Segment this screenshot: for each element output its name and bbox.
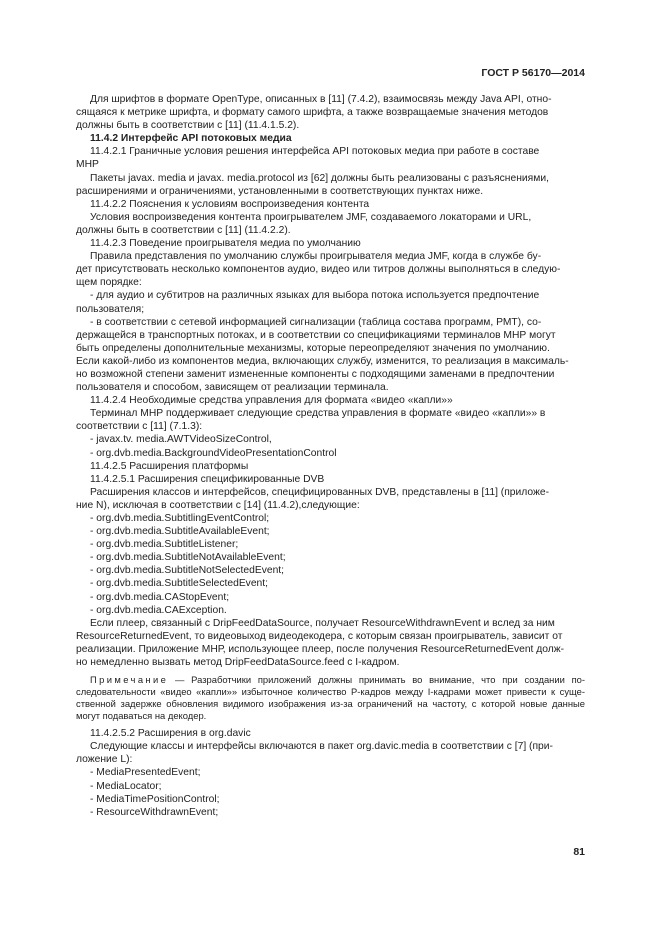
text-line: пользователя; [76, 303, 145, 315]
text-line: Расширения классов и интерфейсов, специфицированных DVB, представлены в [11] (приложе- [90, 486, 550, 498]
text-block-main [76, 93, 585, 669]
document-header: ГОСТ Р 56170—2014 [481, 67, 585, 79]
text-line: - org.dvb.media.SubtitleListener; [90, 539, 239, 551]
text-line: соответствии с [11] (7.1.3): [76, 421, 203, 433]
document-body [76, 93, 585, 819]
text-line: 11.4.2.1 Граничные условия решения интерфейса API потоковых медиа при работе в составе [90, 146, 540, 158]
text-line: - MediaPresentedEvent; [90, 767, 201, 779]
text-block-tail [76, 727, 585, 819]
text-line: - org.dvb.media.SubtitlingEventControl; [90, 513, 270, 524]
text-line: 11.4.2.3 Поведение проигрывателя медиа по умолчанию [90, 238, 361, 250]
text-line: должны быть в соответствии с [11] (11.4.1.5.2). [76, 120, 300, 132]
text-line: 11.4.2.5.1 Расширения спецификированные DVB [90, 473, 325, 485]
text-line: расширениями и ограничениями, установленными в соответствующих пунктах ниже. [76, 185, 484, 197]
text-line: - javax.tv. media.AWTVideoSizeControl, [90, 434, 272, 446]
text-line: Для шрифтов в формате OpenType, описанных в [11] (7.4.2), взаимосвязь между Java API, отно- [90, 94, 552, 105]
text-line: - для аудио и субтитров на различных языках для выбора потока используется предпочтение [90, 290, 540, 302]
text-line: Если плеер, связанный с DripFeedDataSource, получает ResourceWithdrawnEvent и вслед за ним [90, 617, 555, 629]
text-line: - org.dvb.media.SubtitleSelectedEvent; [90, 578, 269, 590]
text-line: - org.dvb.media.CAStopEvent; [90, 591, 230, 603]
text-line: Следующие классы и интерфейсы включаются в пакет org.davic.media в соответствии с [7] (при- [90, 741, 553, 753]
text-line: - org.dvb.media.SubtitleNotAvailableEvent; [90, 552, 286, 564]
text-line: 11.4.2 Интерфейс API потоковых медиа [90, 133, 292, 145]
text-line: Пакеты javax. media и javax. media.protocol из [62] должны быть реализованы с разъяснениями, [90, 172, 549, 184]
text-line: сящаяся к метрике шрифта, и формату самого шрифта, а также возвращаемые значения методов [76, 107, 549, 119]
text-line: - org.dvb.media.SubtitleNotSelectedEvent; [90, 565, 285, 577]
text-line: держащейся в транспортных потоках, и в соответствии со спецификациями терминалов МНР могут [76, 329, 556, 341]
text-line: ние N), исключая в соответствии с [14] (11.4.2),следующие: [76, 499, 360, 511]
text-line: - MediaLocator; [90, 780, 162, 792]
text-line: но немедленно вызвать метод DripFeedDataSource.feed с I-кадром. [76, 657, 400, 669]
text-line: - org.dvb.media.SubtitleAvailableEvent; [90, 526, 270, 538]
text-line: - ResourceWithdrawnEvent; [90, 806, 219, 818]
text-line: дет присутствовать несколько компонентов аудио, видео или титров должны выполняться в следую- [76, 264, 561, 276]
text-line: реализации. Приложение МНР, использующее плеер, после получения ResourceReturnedEvent долж- [76, 643, 565, 655]
text-line: 11.4.2.4 Необходимые средства управления для формата «видео «капли»» [90, 395, 453, 407]
text-line: - MediaTimePositionControl; [90, 793, 220, 805]
text-line: - org.dvb.media.BackgroundVideoPresentationControl [90, 447, 337, 459]
text-line: должны быть в соответствии с [11] (11.4.2.2). [76, 224, 291, 236]
note-text: — Разработчики приложений должны принимать во внимание, что при создании по-следовательности «видео «капли»» избыточное количество Р-кадров между I-кадрами может привести к суще-ственной задержке обновления видимого изображения из-за ограничений на частоту, с которой новые данные могут подаваться на декодер. [76, 674, 585, 722]
text-line: Если какой-либо из компонентов медиа, включающих службу, изменится, то реализация в максималь- [76, 355, 569, 367]
text-line: - в соответствии с сетевой информацией сигнализации (таблица состава программ, РМТ), со- [90, 316, 542, 328]
text-line: Терминал МНР поддерживает следующие средства управления в формате «видео «капли»» в [90, 408, 546, 420]
text-line: 11.4.2.2 Пояснения к условиям воспроизведения контента [90, 198, 370, 210]
page-number: 81 [573, 846, 585, 858]
text-line: ложение L): [76, 754, 133, 766]
text-line: быть определены дополнительные механизмы, которые переопределяют значения по умолчанию. [76, 342, 550, 354]
text-line: щем порядке: [76, 277, 142, 289]
text-line: МНР [76, 159, 99, 171]
text-line: Правила представления по умолчанию службы проигрывателя медиа JMF, когда в службе бу- [90, 251, 542, 263]
text-line: 11.4.2.5 Расширения платформы [90, 460, 249, 472]
text-line: Условия воспроизведения контента проигрывателем JMF, создаваемого локаторами и URL, [90, 211, 532, 223]
text-line: но возможной степени заменит измененные компоненты с подходящими заменами в предпочтении [76, 368, 555, 380]
note-label: Примечание [90, 674, 169, 686]
note-paragraph [76, 674, 585, 722]
text-line: - org.dvb.media.CAException. [90, 604, 227, 616]
text-line: 11.4.2.5.2 Расширения в org.davic [90, 728, 251, 740]
text-line: пользователя и способом, зависящем от реализации терминала. [76, 382, 389, 394]
text-line: ResourceReturnedEvent, то видеовыход видеодекодера, с которым связан проигрыватель, зависит от [76, 630, 563, 642]
